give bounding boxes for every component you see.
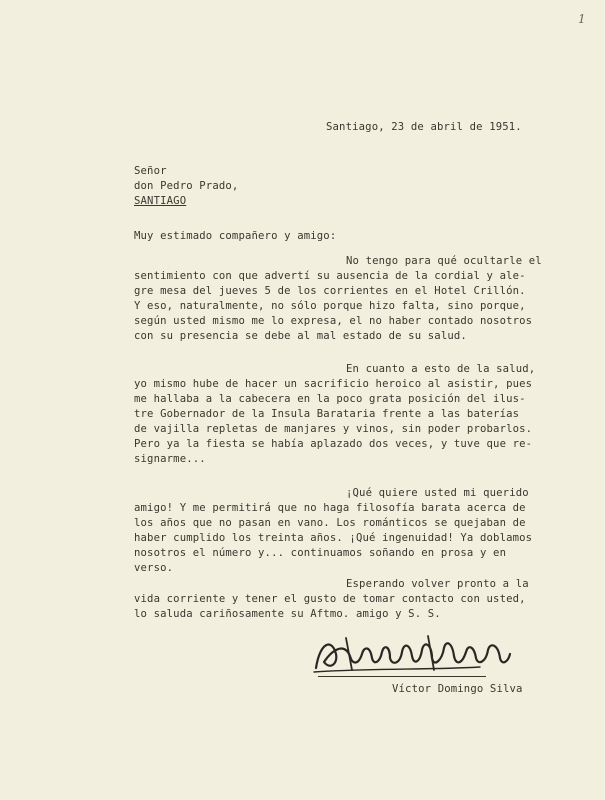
paragraph1-line: Y eso, naturalmente, no sólo porque hizo falta, sino porque,: [134, 300, 526, 312]
paragraph1-line: según usted mismo me lo expresa, el no haber contado nosotros: [134, 315, 533, 327]
paragraph2-line: de vajilla repletas de manjares y vinos, sin poder probarlos.: [134, 423, 533, 435]
paragraph1-line: No tengo para qué ocultarle el: [346, 255, 542, 267]
paragraph1-line: gre mesa del jueves 5 de los corrientes en el Hotel Crillón.: [134, 285, 526, 297]
paragraph3-line: haber cumplido los treinta años. ¡Qué ingenuidad! Ya doblamos: [134, 532, 533, 544]
paragraph2-line: tre Gobernador de la Insula Barataria frente a las baterías: [134, 408, 520, 420]
paragraph3-line: amigo! Y me permitirá que no haga filosofía barata acerca de: [134, 502, 526, 514]
paragraph4-line: lo saluda cariñosamente su Aftmo. amigo y S. S.: [134, 608, 441, 620]
recipient-name: don Pedro Prado,: [134, 180, 239, 192]
paragraph3-line: nosotros el número y... continuamos soñando en prosa y en: [134, 547, 507, 559]
recipient-city: SANTIAGO: [134, 195, 187, 207]
greeting: Muy estimado compañero y amigo:: [134, 230, 337, 242]
paragraph4-line: Esperando volver pronto a la: [346, 578, 529, 590]
paragraph1-line: sentimiento con que advertí su ausencia de la cordial y ale-: [134, 270, 526, 282]
paragraph2-line: me hallaba a la cabecera en la poco grata posición del ilus-: [134, 393, 526, 405]
paragraph2-line: yo mismo hube de hacer un sacrificio heroico al asistir, pues: [134, 378, 533, 390]
recipient-title: Señor: [134, 165, 167, 177]
paragraph2-line: Pero ya la fiesta se había aplazado dos veces, y tuve que re-: [134, 438, 533, 450]
paragraph2-line: signarme...: [134, 453, 206, 465]
paragraph4-line: vida corriente y tener el gusto de tomar contacto con usted,: [134, 593, 526, 605]
handwritten-signature: [310, 632, 515, 676]
signature-name: Víctor Domingo Silva: [392, 683, 523, 695]
page-number: 1: [578, 12, 586, 26]
paragraph3-line: los años que no pasan en vano. Los románticos se quejaban de: [134, 517, 526, 529]
date-line: Santiago, 23 de abril de 1951.: [326, 121, 522, 133]
paragraph3-line: verso.: [134, 562, 174, 574]
paragraph2-line: En cuanto a esto de la salud,: [346, 363, 536, 375]
paragraph1-line: con su presencia se debe al mal estado de su salud.: [134, 330, 467, 342]
paragraph3-line: ¡Qué quiere usted mi querido: [346, 487, 529, 499]
signature-rule: [318, 676, 486, 677]
